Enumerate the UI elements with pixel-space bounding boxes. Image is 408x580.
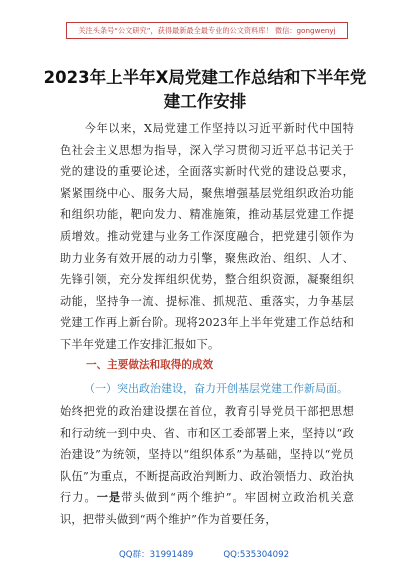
footer-qq: QQ:535304092 [223,550,290,560]
intro-paragraph: 今年以来，X局党建工作坚持以习近平新时代中国特色社会主义思想为指导，深入学习贯彻习近平总书记关于党的建设的重要论述，全面落实新时代党的建设总要求，紧紧围绕中心、服务大局，聚焦增强基层党组织政治功能和组织功能，靶向发力、精准施策，推动基层党建工作提质增效。推动党建与业务工作深度融合，把党建引领作为助力业务有效开展的动力引擎，聚焦政治、组织、人才、先锋引领，充分发挥组织优势，整合组织资源，凝聚组织动能，坚持争一流、提标准、抓规范、重落实，力争基层党建工作再上新台阶。现将2023年上半年党建工作总结和下半年党建工作安排汇报如下。 [60,122,354,351]
subsection-heading [60,379,354,399]
paragraph-text-part-2: 带头做到“两个维护”。牢固树立政治机关意识，把带头做到“两个维护”作为首要任务， [60,491,354,526]
paragraph-bold-marker: 一是 [96,490,122,505]
footer-qq-group: QQ群：31991489 [118,550,194,560]
promo-banner [66,22,348,39]
paragraph-text-part-1: 始终把党的政治建设摆在首位，教育引导党员干部把思想和行动统一到中央、省、市和区工委部署上来，坚持以“政治建设”为统领，坚持以“组织体系”为基础，坚持以“党员队伍”为重点，不断提高政治判断力、政治领悟力、政治执行力。 [60,405,354,505]
subsection-number: （一） [84,382,117,395]
document-title: 2023年上半年X局党建工作总结和下半年党建工作安排 [43,68,367,111]
page-footer [0,548,408,562]
subsection-paragraph [60,401,354,531]
section-heading: 一、主要做法和取得的成效 [86,359,214,371]
subsection-title: 突出政治建设，奋力开创基层党建工作新局面。 [117,382,348,395]
promo-banner-text: 关注头条号“公文研究”，获得最新最全最专业的公文资料库！ 微信：gongwenyj [78,26,336,35]
